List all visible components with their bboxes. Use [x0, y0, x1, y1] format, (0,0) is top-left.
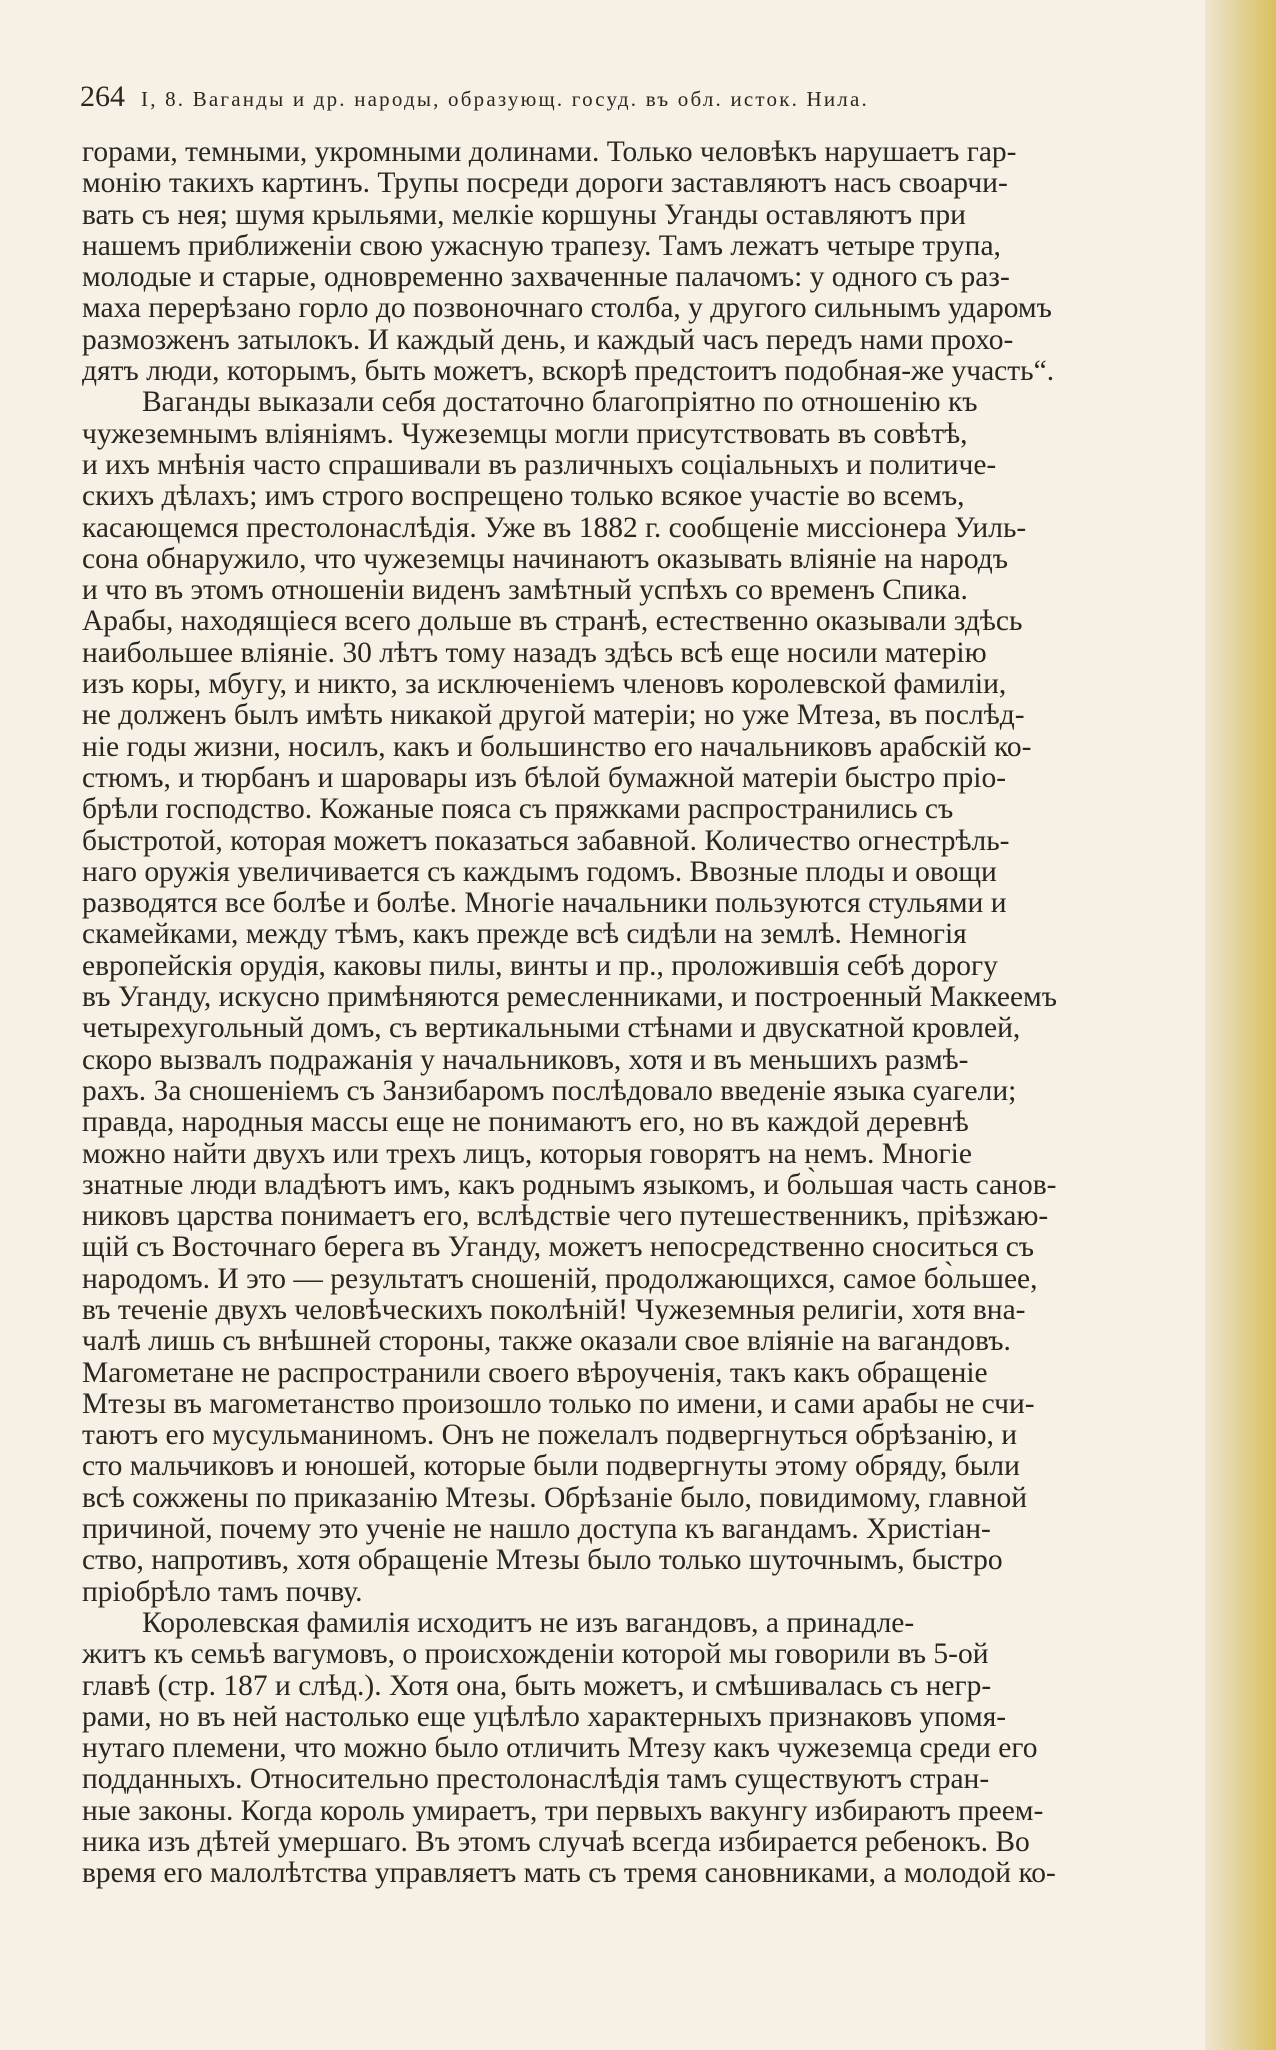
text-line: разводятся все болѣе и болѣе. Многіе начальники пользуются стульями и — [82, 887, 1007, 920]
text-line: сона обнаружило, что чужеземцы начинаютъ оказывать вліяніе на народъ — [82, 542, 1009, 575]
text-line: Ваганды выказали себя достаточно благопріятно по отношенію къ — [142, 386, 978, 419]
text-line: Мтезы въ магометанство произошло только по имени, и сами арабы не счи- — [82, 1387, 1035, 1420]
text-line: нашемъ приближеніи свою ужасную трапезу. Тамъ лежатъ четыре трупа, — [82, 229, 1001, 262]
text-line: таютъ его мусульманиномъ. Онъ не пожелалъ подвергнуться обрѣзанію, и — [82, 1419, 1018, 1452]
text-line: житъ къ семьѣ вагумовъ, о происхожденіи которой мы говорили въ 5-ой — [82, 1638, 989, 1671]
text-line: рами, но въ ней настолько еще уцѣлѣло характерныхъ признаковъ упомя- — [82, 1700, 1007, 1733]
text-line: брѣли господство. Кожаные пояса съ пряжками распространились съ — [82, 793, 954, 826]
text-line: ніе годы жизни, носилъ, какъ и большинство его начальниковъ арабскій ко- — [82, 730, 1032, 763]
text-line: Арабы, находящіеся всего дольше въ странѣ, естественно оказывали здѣсь — [82, 605, 1023, 638]
text-line: европейскія орудія, каковы пилы, винты и пр., проложившія себѣ дорогу — [82, 949, 998, 982]
body-text — [82, 137, 1232, 1890]
text-line: скамейками, между тѣмъ, какъ прежде всѣ сидѣли на землѣ. Немногія — [82, 918, 967, 951]
text-line: пріобрѣло тамъ почву. — [82, 1575, 363, 1608]
text-line: и что въ этомъ отношеніи виденъ замѣтный успѣхъ со временъ Спика. — [82, 574, 968, 607]
text-line: нутаго племени, что можно было отличить Мтезу какъ чужеземца среди его — [82, 1732, 1038, 1765]
text-line: монію такихъ картинъ. Трупы посреди дороги заставляютъ насъ своарчи- — [82, 167, 1008, 200]
text-line: можно найти двухъ или трехъ лицъ, которыя говорятъ на немъ. Многіе — [82, 1137, 972, 1170]
text-line: причиной, почему это ученіе не нашло доступа къ вагандамъ. Христіан- — [82, 1513, 991, 1546]
text-line: быстротой, которая можетъ показаться забавной. Количество огнестрѣль- — [82, 824, 1010, 857]
text-line: и ихъ мнѣнія часто спрашивали въ различныхъ соціальныхъ и политиче- — [82, 448, 997, 481]
text-line: касающемся престолонаслѣдія. Уже въ 1882 г. сообщеніе миссіонера Уиль- — [82, 511, 1027, 544]
text-line: вать съ нея; шумя крыльями, мелкіе коршуны Уганды оставляютъ при — [82, 198, 966, 231]
text-line: скихъ дѣлахъ; имъ строго воспрещено только всякое участіе во всемъ, — [82, 480, 965, 513]
page-number: 264 — [80, 80, 125, 113]
text-line: наго оружія увеличивается съ каждымъ годомъ. Ввозные плоды и овощи — [82, 855, 997, 888]
text-line: въ Уганду, искусно примѣняются ремесленниками, и построенный Маккеемъ — [82, 981, 1057, 1014]
text-line: изъ коры, мбугу, и никто, за исключеніемъ членовъ королевской фамиліи, — [82, 668, 1007, 701]
text-line: размозженъ затылокъ. И каждый день, и каждый часъ передъ нами прохо- — [82, 323, 1014, 356]
text-line: не долженъ былъ имѣть никакой другой матеріи; но уже Мтеза, въ послѣд- — [82, 699, 1025, 732]
text-line: чужеземнымъ вліяніямъ. Чужеземцы могли присутствовать въ совѣтѣ, — [82, 417, 968, 450]
text-line: подданныхъ. Относительно престолонаслѣдія тамъ существуютъ стран- — [82, 1763, 990, 1796]
text-line: главѣ (стр. 187 и слѣд.). Хотя она, быть можетъ, и смѣшивалась съ негр- — [82, 1669, 992, 1702]
text-line: наибольшее вліяніе. 30 лѣтъ тому назадъ здѣсь всѣ еще носили матерію — [82, 636, 987, 669]
text-line: рахъ. За сношеніемъ съ Занзибаромъ послѣдовало введеніе языка суагели; — [82, 1074, 1017, 1107]
text-line: стюмъ, и тюрбанъ и шаровары изъ бѣлой бумажной матеріи быстро пріо- — [82, 761, 1007, 794]
text-line: Магометане не распространили своего вѣроученія, такъ какъ обращеніе — [82, 1356, 988, 1389]
text-line: дятъ люди, которымъ, быть можетъ, вскорѣ предстоитъ подобная-же участь“. — [82, 355, 1055, 388]
page-header — [80, 80, 1180, 114]
text-line: сто мальчиковъ и юношей, которые были подвергнуты этому обряду, были — [82, 1450, 1020, 1483]
text-line: Королевская фамилія исходитъ не изъ вагандовъ, а принадле- — [142, 1606, 915, 1639]
text-line: горами, темными, укромными долинами. Только человѣкъ нарушаетъ гар- — [82, 136, 1017, 168]
text-line: въ теченіе двухъ человѣческихъ поколѣній! Чужеземныя религіи, хотя вна- — [82, 1293, 1026, 1326]
text-line: скоро вызвалъ подражанія у начальниковъ, хотя и въ меньшихъ размѣ- — [82, 1043, 969, 1076]
text-line: четырехугольный домъ, съ вертикальными стѣнами и двускатной кровлей, — [82, 1012, 1021, 1045]
text-line: народомъ. И это — результатъ сношеній, продолжающихся, самое бо̀льшее, — [82, 1262, 1038, 1295]
text-line: знатные люди владѣютъ имъ, какъ роднымъ языкомъ, и бо̀льшая часть санов- — [82, 1168, 1057, 1201]
text-line: ника изъ дѣтей умершаго. Въ этомъ случаѣ всегда избирается ребенокъ. Во — [82, 1826, 1030, 1859]
text-line: никовъ царства понимаетъ его, вслѣдствіе чего путешественникъ, пріѣзжаю- — [82, 1200, 1049, 1233]
text-line: молодые и старые, одновременно захваченные палачомъ: у одного съ раз- — [82, 261, 1010, 294]
text-line: время его малолѣтства управляетъ мать съ тремя сановниками, а молодой ко- — [82, 1857, 1056, 1890]
text-line: щій съ Восточнаго берега въ Уганду, можетъ непосредственно сноситься съ — [82, 1231, 1035, 1264]
text-line: ство, напротивъ, хотя обращеніе Мтезы было только шуточнымъ, быстро — [82, 1544, 1003, 1577]
text-line: ные законы. Когда король умираетъ, три первыхъ вакунгу избираютъ преем- — [82, 1794, 1044, 1827]
text-line: правда, народныя массы еще не понимаютъ его, но въ каждой деревнѣ — [82, 1106, 969, 1139]
text-line: маха перерѣзано горло до позвоночнаго столба, у другого сильнымъ ударомъ — [82, 292, 1052, 325]
running-head: I, 8. Ваганды и др. народы, образующ. госуд. въ обл. исток. Нила. — [141, 87, 869, 111]
text-line: всѣ сожжены по приказанію Мтезы. Обрѣзаніе было, повидимому, главной — [82, 1481, 1028, 1514]
text-line: чалѣ лишь съ внѣшней стороны, также оказали свое вліяніе на вагандовъ. — [82, 1325, 1011, 1358]
